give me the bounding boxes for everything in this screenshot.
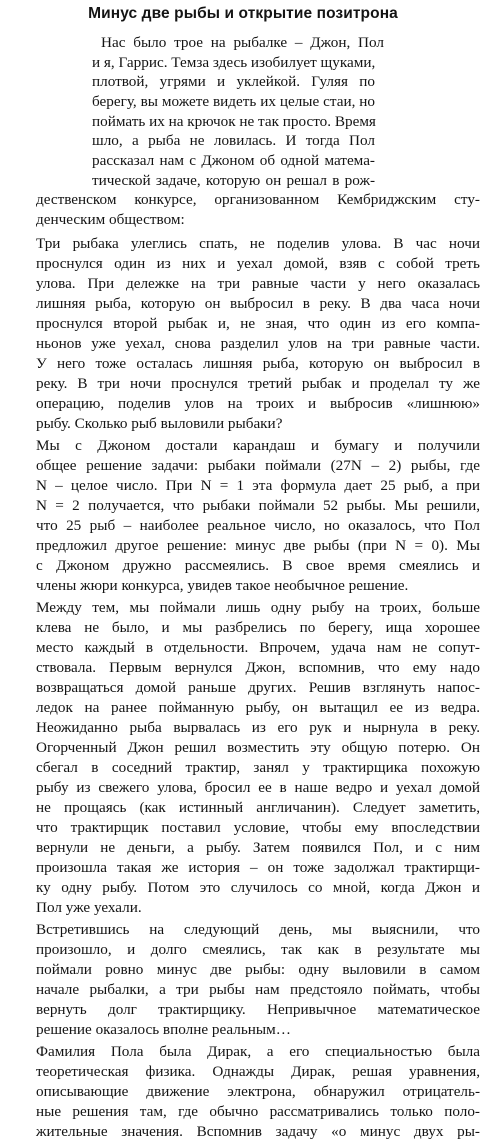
text-line: с Джоном дружно рассмеялись. В свое время смеялись и — [36, 557, 480, 574]
text-line: рыбу. Сколько рыб выловили рыбаки? — [36, 415, 283, 432]
text-line: ньонов уже уехал, снова разделил улов на три равные части. — [36, 335, 480, 352]
text-line: Между тем, мы поймали лишь одну рыбу на троих, больше — [36, 599, 480, 616]
text-line: Три рыбака улеглись спать, не поделив улова. В час ночи — [36, 235, 480, 252]
text-line: начале рыбалки, а три рыбы нам предстояло поймать, чтобы — [36, 981, 480, 998]
text-line: рыбу из свежего улова, бросил ее в наше ведро и уехал домой — [36, 779, 480, 796]
text-line: Нас было трое на рыбалке – Джон, Пол — [101, 34, 384, 51]
article-title: Минус две рыбы и открытие позитрона — [88, 5, 398, 22]
text-line: теоретическая физика. Однажды Дирак, решая уравнения, — [36, 1063, 480, 1080]
text-line: дественском конкурсе, организованном Кембриджским сту- — [36, 191, 480, 208]
text-line: члены жюри конкурса, увидев такое необычное решение. — [36, 577, 409, 594]
text-line: У него тоже осталась лишняя рыба, которую он выбросил в — [36, 355, 480, 372]
text-line: Встретившись на следующий день, мы выяснили, что — [36, 921, 480, 938]
text-line: берегу, вы можете видеть их целые стаи, но — [92, 93, 375, 110]
text-line: место каждый в отдельности. Впрочем, удача нам не сопут- — [36, 639, 480, 656]
text-line: лишняя рыба, которую он выбросил в реку. В два часа ночи — [36, 295, 480, 312]
text-line: сбегал в соседний трактир, занял у трактирщика похожую — [36, 759, 480, 776]
text-line: денческим обществом: — [36, 211, 185, 228]
text-line: проснулся второй рыбак и, не зная, что один из его компа- — [36, 315, 480, 332]
text-line: предложил другое решение: минус две рыбы (при N = 0). Мы — [36, 537, 480, 554]
text-line: ные решения там, где обычно рассматривались только поло- — [36, 1103, 480, 1120]
text-line: N = 2 получается, что рыбаки поймали 52 рыбы. Мы решили, — [36, 497, 480, 514]
text-line: Огорченный Джон решил возместить эту общую потерю. Он — [36, 739, 480, 756]
text-line: что 25 рыб – наиболее реальное число, но оказалось, что Пол — [36, 517, 480, 534]
text-line: произошла такая же история – он тоже задолжал трактирщи- — [36, 859, 480, 876]
text-line: жительные значения. Вспомнив задачу «о минус двух ры- — [36, 1123, 480, 1140]
text-line: улова. При дележке на три равные части у него оказалась — [36, 275, 480, 292]
text-line: N – целое число. При N = 1 эта формула дает 25 рыб, а при — [36, 477, 480, 494]
text-line: Неожиданно рыба вырвалась из его рук и нырнула в реку. — [36, 719, 480, 736]
text-line: шло, а рыба не ловилась. И тогда Пол — [92, 132, 375, 149]
text-line: проснулся один из них и уехал домой, взяв с собой треть — [36, 255, 480, 272]
text-line: тической задаче, которую он решал в рож- — [92, 172, 375, 189]
text-line: что трактирщик поставил условие, чтобы ему впоследствии — [36, 819, 480, 836]
text-line: вернули не деньги, а рыбу. Затем появился Пол, и с ним — [36, 839, 480, 856]
text-line: вернуть долг трактирщику. Непривычное математическое — [36, 1001, 480, 1018]
text-line: решение оказалось вполне реальным… — [36, 1021, 291, 1038]
text-line: произошло, и долго смеялись, так как в результате мы — [36, 941, 480, 958]
text-line: Фамилия Пола была Дирак, а его специальностью была — [36, 1043, 480, 1060]
text-line: возвращаться домой раньше других. Решив взглянуть напос- — [36, 679, 480, 696]
text-line: ку одну рыбу. Потом это случилось со мной, когда Джон и — [36, 879, 480, 896]
text-line: Мы с Джоном достали карандаш и бумагу и получили — [36, 437, 480, 454]
text-line: описывающие движение электрона, обнаружил отрицатель- — [36, 1083, 480, 1100]
text-line: поймали ровно минус две рыбы: одну выловили в самом — [36, 961, 480, 978]
text-line: ствовала. Первым вернулся Джон, вспомнив, что ему надо — [36, 659, 480, 676]
text-line: клева не было, и мы разбрелись по берегу, ища хорошее — [36, 619, 480, 636]
text-line: рассказал нам с Джоном об одной матема- — [92, 152, 375, 169]
text-line: общее решение задачи: рыбаки поймали (27N – 2) рыбы, где — [36, 457, 480, 474]
text-line: плотвой, угрями и уклейкой. Гуляя по — [92, 73, 375, 90]
text-line: не прощаясь (как истинный англичанин). Следует заметить, — [36, 799, 480, 816]
text-line: реку. В три ночи проснулся третий рыбак и проделал ту же — [36, 375, 480, 392]
text-line: Пол уже уехали. — [36, 899, 142, 916]
text-line: и я, Гаррис. Темза здесь изобилует щуками, — [92, 54, 376, 71]
text-line: операцию, поделив улов на троих и выбросив «лишнюю» — [36, 395, 480, 412]
text-line: ледок на ранее пойманную рыбу, он вытащил ее из ведра. — [36, 699, 480, 716]
text-line: поймать их на крючок не так просто. Время — [92, 113, 376, 130]
